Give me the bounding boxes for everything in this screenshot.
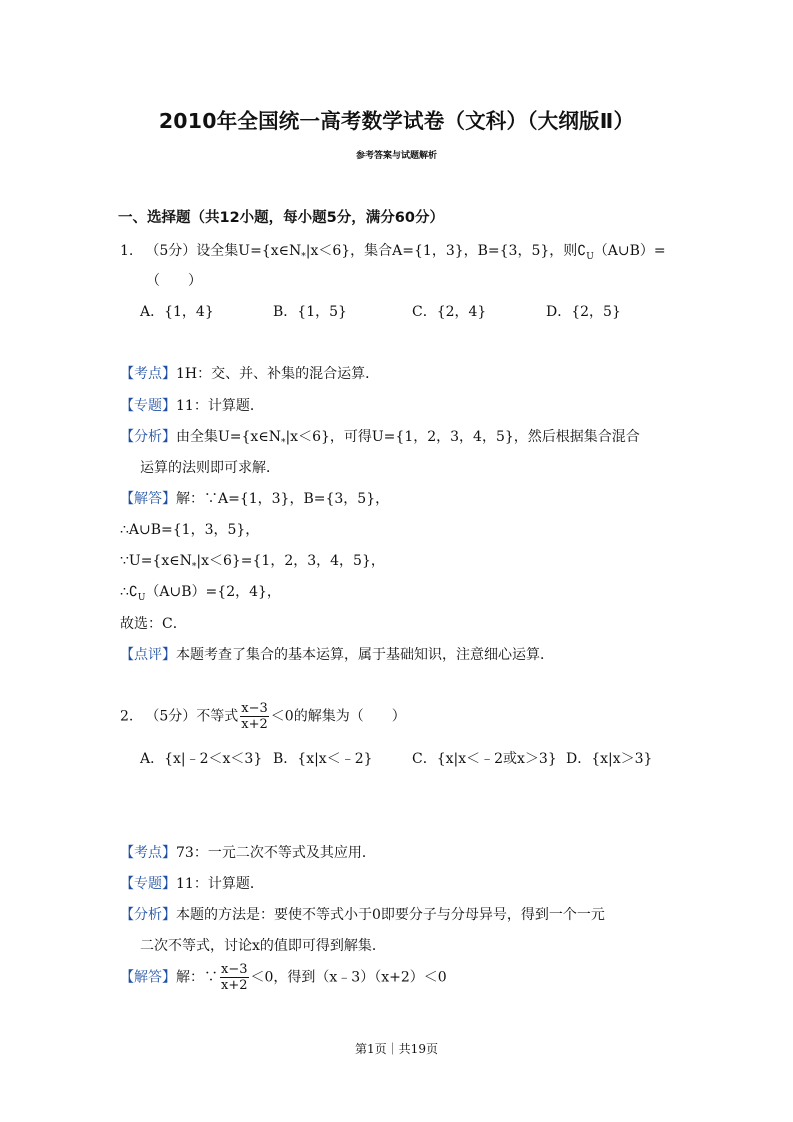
q2-kaodian-text: 73：一元二次不等式及其应用． [176, 845, 376, 861]
q1-option-c: C．{2，4} [412, 304, 487, 320]
q2-jieda-fraction [220, 962, 249, 993]
q1-jieda [120, 488, 389, 508]
q1-zhuanti-tag: 【专题】 [120, 398, 176, 414]
q2-kaodian-tag: 【考点】 [120, 845, 176, 861]
q1-option-b: B．{1，5} [273, 304, 347, 320]
q2-zhuanti [120, 873, 264, 893]
q1-kaodian-text: 1H：交、并、补集的混合运算． [176, 366, 380, 382]
q2-fenxi-text: 本题的方法是：要使不等式小于0即要分子与分母异号，得到一个一元 [176, 907, 605, 923]
q1-option-d: D．{2，5} [546, 304, 621, 320]
q2-zhuanti-text: 11：计算题． [176, 876, 264, 892]
q1-kaodian [120, 363, 379, 383]
q2-jieda-text-a: 解：∵ [176, 969, 218, 986]
q2-jieda [120, 962, 447, 993]
q1-option-a: A．{1，4} [140, 304, 214, 320]
q1-stem-sub2: U [586, 252, 594, 262]
q2-fenxi-tag: 【分析】 [120, 907, 176, 923]
q1-stem-sub: * [301, 252, 306, 262]
q2-fenxi [120, 904, 605, 924]
q1-fenxi-tag: 【分析】 [120, 429, 176, 445]
q1-fenxi-line2: 运算的法则即可求解． [140, 460, 280, 476]
q2-option-b: B．{x|x＜﹣2} [273, 751, 373, 767]
page-title: 2010年全国统一高考数学试卷（文科）（大纲版Ⅱ） [158, 109, 635, 133]
q2-jieda-tag: 【解答】 [120, 969, 176, 986]
q2-jieda-denominator: x+2 [221, 978, 248, 993]
q2-fraction [240, 701, 269, 732]
q1-fenxi-sub: * [280, 438, 286, 448]
q2-fenxi-line2: 二次不等式，讨论x的值即可得到解集． [140, 938, 386, 954]
q2-stem [120, 701, 406, 732]
q2-fraction-numerator: x−3 [241, 701, 268, 716]
q1-jieda-tag: 【解答】 [120, 491, 176, 507]
q2-number: 2. [120, 708, 134, 725]
q1-dianping-text: 本题考查了集合的基本运算，属于基础知识，注意细心运算． [176, 647, 554, 663]
q2-score: （5分） [145, 708, 197, 725]
q1-zhuanti-text: 11：计算题． [176, 398, 264, 414]
q1-dianping-tag: 【点评】 [120, 647, 176, 663]
page-footer: 第1页｜共19页 [355, 1042, 438, 1056]
q1-step-4: 故选：C． [120, 616, 187, 632]
q1-fenxi-text-b: |x＜6}，可得U={1，2，3，4，5}，然后根据集合混合 [285, 429, 640, 445]
q1-stem-line2: （ ） [146, 273, 202, 289]
q1-kaodian-tag: 【考点】 [120, 366, 176, 382]
q1-fenxi-text-a: 由全集U={x∈N [176, 429, 281, 445]
q2-fraction-denominator: x+2 [241, 717, 268, 732]
q1-step-3-a: ∴∁ [120, 584, 138, 600]
q2-jieda-text-b: ＜0，得到（x﹣3）（x+2）＜0 [250, 969, 447, 986]
q1-fenxi [120, 426, 640, 446]
q2-zhuanti-tag: 【专题】 [120, 876, 176, 892]
q1-stem [120, 240, 666, 260]
q1-score: （5分） [145, 243, 197, 259]
q1-number: 1. [120, 243, 134, 259]
q1-step-3-b: （A∪B）={2，4}， [145, 584, 281, 600]
q2-stem-text-a: 不等式 [196, 708, 239, 725]
q1-step-3-sub: U [137, 593, 146, 603]
q1-step-2-sub: * [191, 562, 197, 572]
q1-step-2-a: ∵U={x∈N [120, 553, 192, 569]
q1-step-2 [120, 550, 385, 570]
q1-step-2-b: |x＜6}={1，2，3，4，5}， [196, 553, 385, 569]
q2-stem-text-b: ＜0的解集为（ ） [270, 708, 406, 725]
q1-stem-text-b: |x＜6}，集合A={1，3}，B={3，5}，则∁ [305, 243, 587, 259]
q1-stem-text-a: 设全集U={x∈N [196, 243, 302, 259]
q2-option-c: C．{x|x＜﹣2或x＞3} [412, 751, 557, 767]
q2-option-a: A．{x|﹣2＜x＜3} [140, 751, 263, 767]
section-heading: 一、选择题（共12小题，每小题5分，满分60分） [118, 210, 444, 226]
q1-stem-text-c: （A∪B）= [593, 243, 666, 259]
q1-step-1: ∴A∪B={1，3，5}， [120, 522, 260, 538]
q1-dianping [120, 644, 554, 664]
q1-step-3 [120, 581, 281, 601]
q2-option-d: D．{x|x＞3} [566, 751, 653, 767]
q1-zhuanti [120, 395, 264, 415]
page-subtitle: 参考答案与试题解析 [355, 151, 437, 161]
q2-kaodian [120, 842, 376, 862]
q2-jieda-numerator: x−3 [221, 962, 248, 977]
q1-jieda-text: 解：∵A={1，3}，B={3，5}， [176, 491, 390, 507]
